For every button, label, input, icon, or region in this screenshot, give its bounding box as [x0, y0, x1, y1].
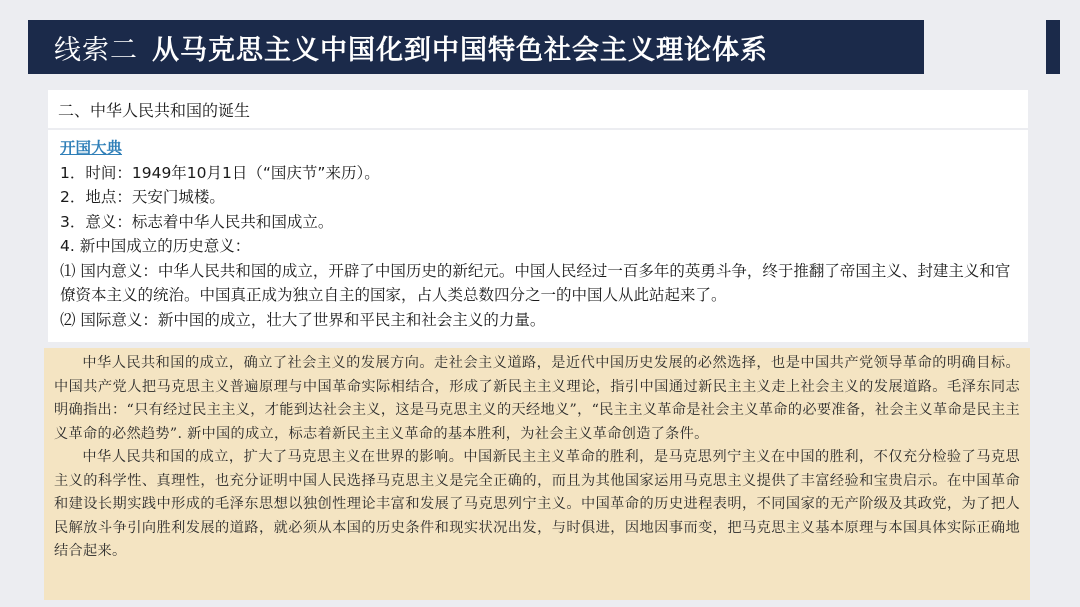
quote-paragraph: 中华人民共和国的成立，扩大了马克思主义在世界的影响。中国新民主主义革命的胜利，是马克思列宁主义在中国的胜利，不仅充分检验了马克思主义的科学性、真理性，也充分证明中国人民选择马克思主义是完全正确的，而且为其他国家运用马克思主义提供了丰富经验和宝贵启示。在中国革命和建设长期实践中形成的毛泽东思想以独创性理论丰富和发展了马克思列宁主义。中国革命的历史进程表明，不同国家的无产阶级及其政党，为了把人民解放斗争引向胜利发展的道路，就必须从本国的历史条件和现实状况出发，与时俱进，因地因事而变，把马克思主义基本原理与本国具体实际正确地结合起来。	[54, 449, 1020, 559]
content-item-place: 2．地点：天安门城楼。	[60, 188, 225, 206]
content-item-domestic: ⑴ 国内意义：中华人民共和国的成立，开辟了中国历史的新纪元。中国人民经过一百多年的英勇斗争，终于推翻了帝国主义、封建主义和官僚资本主义的统治。中国真正成为独立自主的国家，占人类总数四分之一的中国人从此站起来了。	[60, 261, 1011, 304]
content-item-significance: 3．意义：标志着中华人民共和国成立。	[60, 212, 334, 231]
content-item-historical-meaning: 4. 新中国成立的历史意义：	[60, 237, 251, 255]
section-title: 二、中华人民共和国的诞生	[48, 90, 1028, 128]
content-item-time: 1．时间：1949年10月1日（“国庆节”来历）。	[60, 163, 380, 182]
title-prefix: 线索二	[54, 34, 138, 66]
quote-box	[44, 348, 1030, 600]
content-heading: 开国大典	[60, 139, 123, 157]
quote-paragraph: 中华人民共和国的成立，确立了社会主义的发展方向。走社会主义道路，是近代中国历史发展的必然选择，也是中国共产党领导革命的明确目标。中国共产党人把马克思主义普遍原理与中国革命实际相结合，形成了新民主主义理论，指引中国通过新民主主义走上社会主义的发展道路。毛泽东同志明确指出：“只有经过民主主义，才能到达社会主义，这是马克思主义的天经地义”，“民主主义革命是社会主义革命的必要准备，社会主义革命是民主主义革命的必然趋势”. 新中国的成立，标志着新民主主义革命的基本胜利，为社会主义革命创造了条件。	[54, 355, 1020, 442]
content-panel	[48, 130, 1028, 342]
decorative-side-bar	[1046, 20, 1060, 74]
content-item-international: ⑵ 国际意义：新中国的成立，壮大了世界和平民主和社会主义的力量。	[60, 310, 546, 329]
page-title: 从马克思主义中国化到中国特色社会主义理论体系	[152, 34, 768, 66]
title-bar	[28, 20, 924, 74]
